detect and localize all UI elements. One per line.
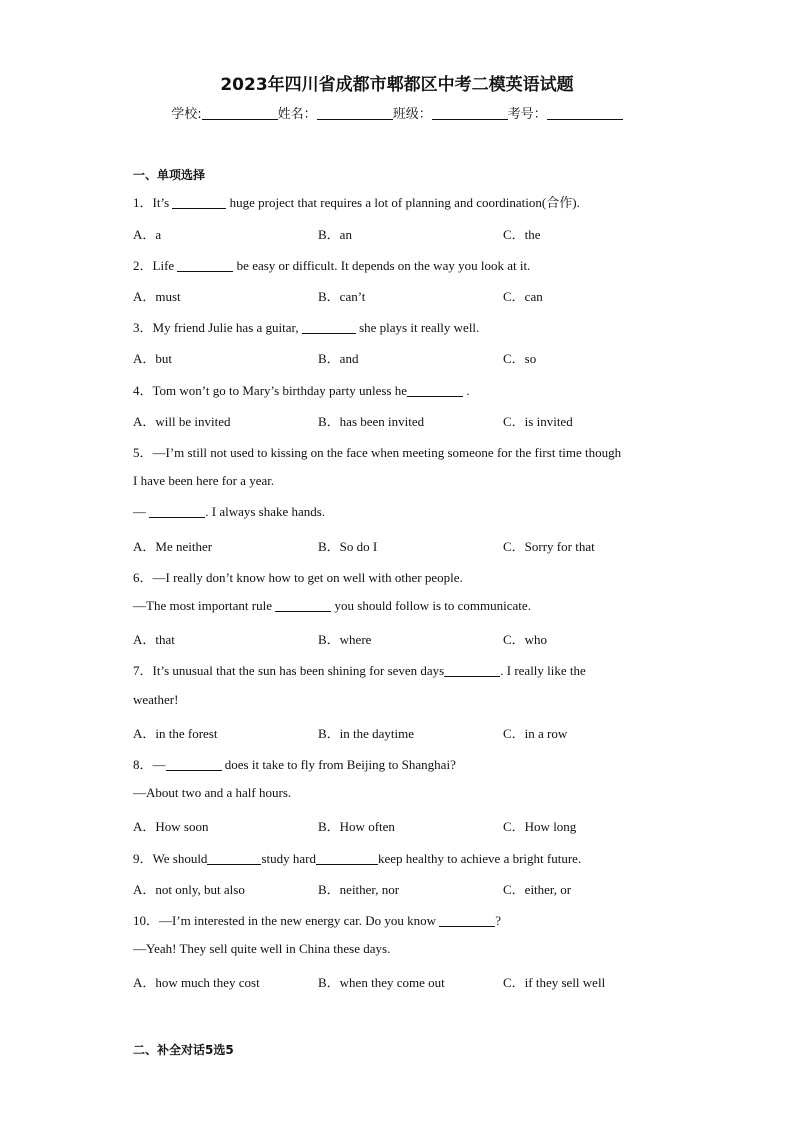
name-label: 姓名： — [277, 107, 317, 122]
answer-blank[interactable] — [149, 504, 205, 518]
student-info-line — [0, 103, 794, 122]
option-c[interactable]: C．can — [503, 289, 543, 304]
option-c[interactable]: C．the — [503, 227, 541, 242]
option-a[interactable]: A．Me neither — [133, 539, 213, 554]
answer-blank[interactable] — [177, 258, 233, 272]
option-a[interactable]: A．that — [133, 632, 175, 647]
option-c[interactable]: C．is invited — [503, 414, 573, 429]
answer-blank[interactable] — [407, 383, 463, 397]
option-a[interactable]: A．how much they cost — [133, 975, 260, 990]
option-a[interactable]: A．How soon — [133, 819, 209, 834]
section-heading-1: 一、单项选择 — [133, 168, 206, 182]
option-b[interactable]: B．So do I — [318, 539, 378, 554]
question-5-line-3: — . I always shake hands. — [133, 504, 326, 519]
class-label: 班级： — [392, 107, 432, 122]
question-1: 1．It’s huge project that requires a lot of planning and coordination(合作). — [133, 195, 580, 210]
option-b[interactable]: B．neither, nor — [318, 882, 400, 897]
option-c[interactable]: C．either, or — [503, 882, 572, 897]
option-a[interactable]: A．in the forest — [133, 726, 218, 741]
option-b[interactable]: B．in the daytime — [318, 726, 415, 741]
question-10-line-2: —Yeah! They sell quite well in China these days. — [133, 941, 391, 956]
option-c[interactable]: C．in a row — [503, 726, 568, 741]
question-7: 7．It’s unusual that the sun has been shining for seven days . I really like the — [133, 663, 586, 678]
option-c[interactable]: C．who — [503, 632, 548, 647]
question-4: 4．Tom won’t go to Mary’s birthday party unless he . — [133, 383, 470, 398]
option-b[interactable]: B．where — [318, 632, 372, 647]
name-blank[interactable] — [317, 106, 393, 120]
option-a[interactable]: A．must — [133, 289, 181, 304]
option-b[interactable]: B．has been invited — [318, 414, 425, 429]
page-title: 2023年四川省成都市郫都区中考二模英语试题 — [220, 75, 574, 95]
question-6: 6．—I really don’t know how to get on well with other people. — [133, 570, 463, 585]
question-8-line-2: —About two and a half hours. — [133, 785, 292, 800]
number-blank[interactable] — [547, 106, 623, 120]
option-a[interactable]: A．not only, but also — [133, 882, 245, 897]
question-8: 8．— does it take to fly from Beijing to Shanghai? — [133, 757, 456, 772]
answer-blank[interactable] — [302, 320, 356, 334]
section-heading-2: 二、补全对话5选5 — [133, 1043, 234, 1057]
option-a[interactable]: A．will be invited — [133, 414, 231, 429]
question-7-line-2: weather! — [133, 692, 179, 707]
option-b[interactable]: B．an — [318, 227, 352, 242]
question-9: 9．We should study hard keep healthy to achieve a bright future. — [133, 851, 582, 866]
option-c[interactable]: C．so — [503, 351, 537, 366]
question-10: 10．—I’m interested in the new energy car. Do you know ? — [133, 913, 502, 928]
answer-blank[interactable] — [444, 663, 500, 677]
option-c[interactable]: C．Sorry for that — [503, 539, 595, 554]
answer-blank[interactable] — [166, 757, 222, 771]
question-5-line-2: I have been here for a year. — [133, 473, 275, 488]
option-c[interactable]: C．How long — [503, 819, 577, 834]
school-blank[interactable] — [202, 106, 278, 120]
option-a[interactable]: A．a — [133, 227, 162, 242]
option-b[interactable]: B．can’t — [318, 289, 366, 304]
answer-blank[interactable] — [207, 851, 261, 865]
question-3: 3．My friend Julie has a guitar, she plays it really well. — [133, 320, 480, 335]
option-b[interactable]: B．How often — [318, 819, 395, 834]
class-blank[interactable] — [432, 106, 508, 120]
option-b[interactable]: B．when they come out — [318, 975, 445, 990]
number-label: 考号： — [507, 107, 547, 122]
answer-blank[interactable] — [275, 598, 331, 612]
school-label: 学校: — [171, 107, 202, 122]
option-a[interactable]: A．but — [133, 351, 173, 366]
option-c[interactable]: C．if they sell well — [503, 975, 606, 990]
answer-blank[interactable] — [316, 851, 378, 865]
answer-blank[interactable] — [172, 195, 226, 209]
question-5: 5．—I’m still not used to kissing on the face when meeting someone for the first time though — [133, 445, 622, 460]
option-b[interactable]: B．and — [318, 351, 359, 366]
question-2: 2．Life be easy or difficult. It depends on the way you look at it. — [133, 258, 531, 273]
answer-blank[interactable] — [439, 913, 495, 927]
question-6-line-2: —The most important rule you should follow is to communicate. — [133, 598, 531, 613]
